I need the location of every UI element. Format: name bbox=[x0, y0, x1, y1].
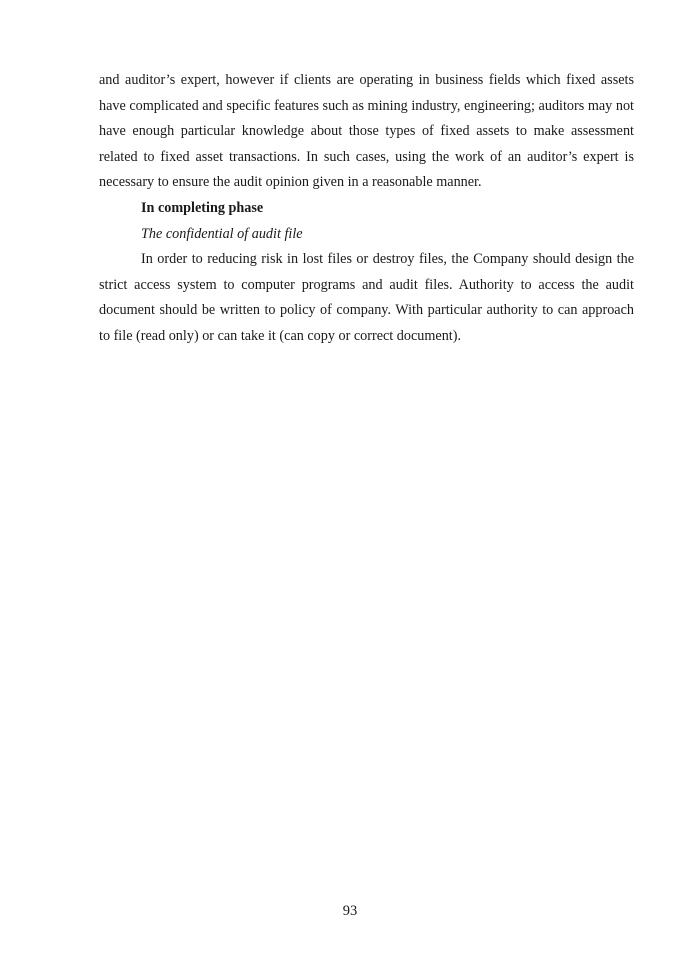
section-heading: In completing phase bbox=[141, 199, 264, 216]
confidential-paragraph: In order to reducing risk in lost files or destroy files, the Company should design the strict access system to computer programs and audit files. Authority to access the audit document should be written to policy of company. With particular authority to can approach to file (read only) or can take it (can copy or correct document). bbox=[99, 251, 634, 344]
continued-paragraph: and auditor’s expert, however if clients are operating in business fields which fixed assets have complicated and specific features such as mining industry, engineering; auditors may not have enough particular knowledge about those types of fixed assets to make assessment related to fixed asset transactions. In such cases, using the work of an auditor’s expert is necessary to ensure the audit opinion given in a reasonable manner. bbox=[99, 72, 634, 191]
page-body bbox=[99, 68, 634, 350]
subsection-heading: The confidential of audit file bbox=[141, 225, 303, 242]
page-number: 93 bbox=[342, 903, 358, 919]
